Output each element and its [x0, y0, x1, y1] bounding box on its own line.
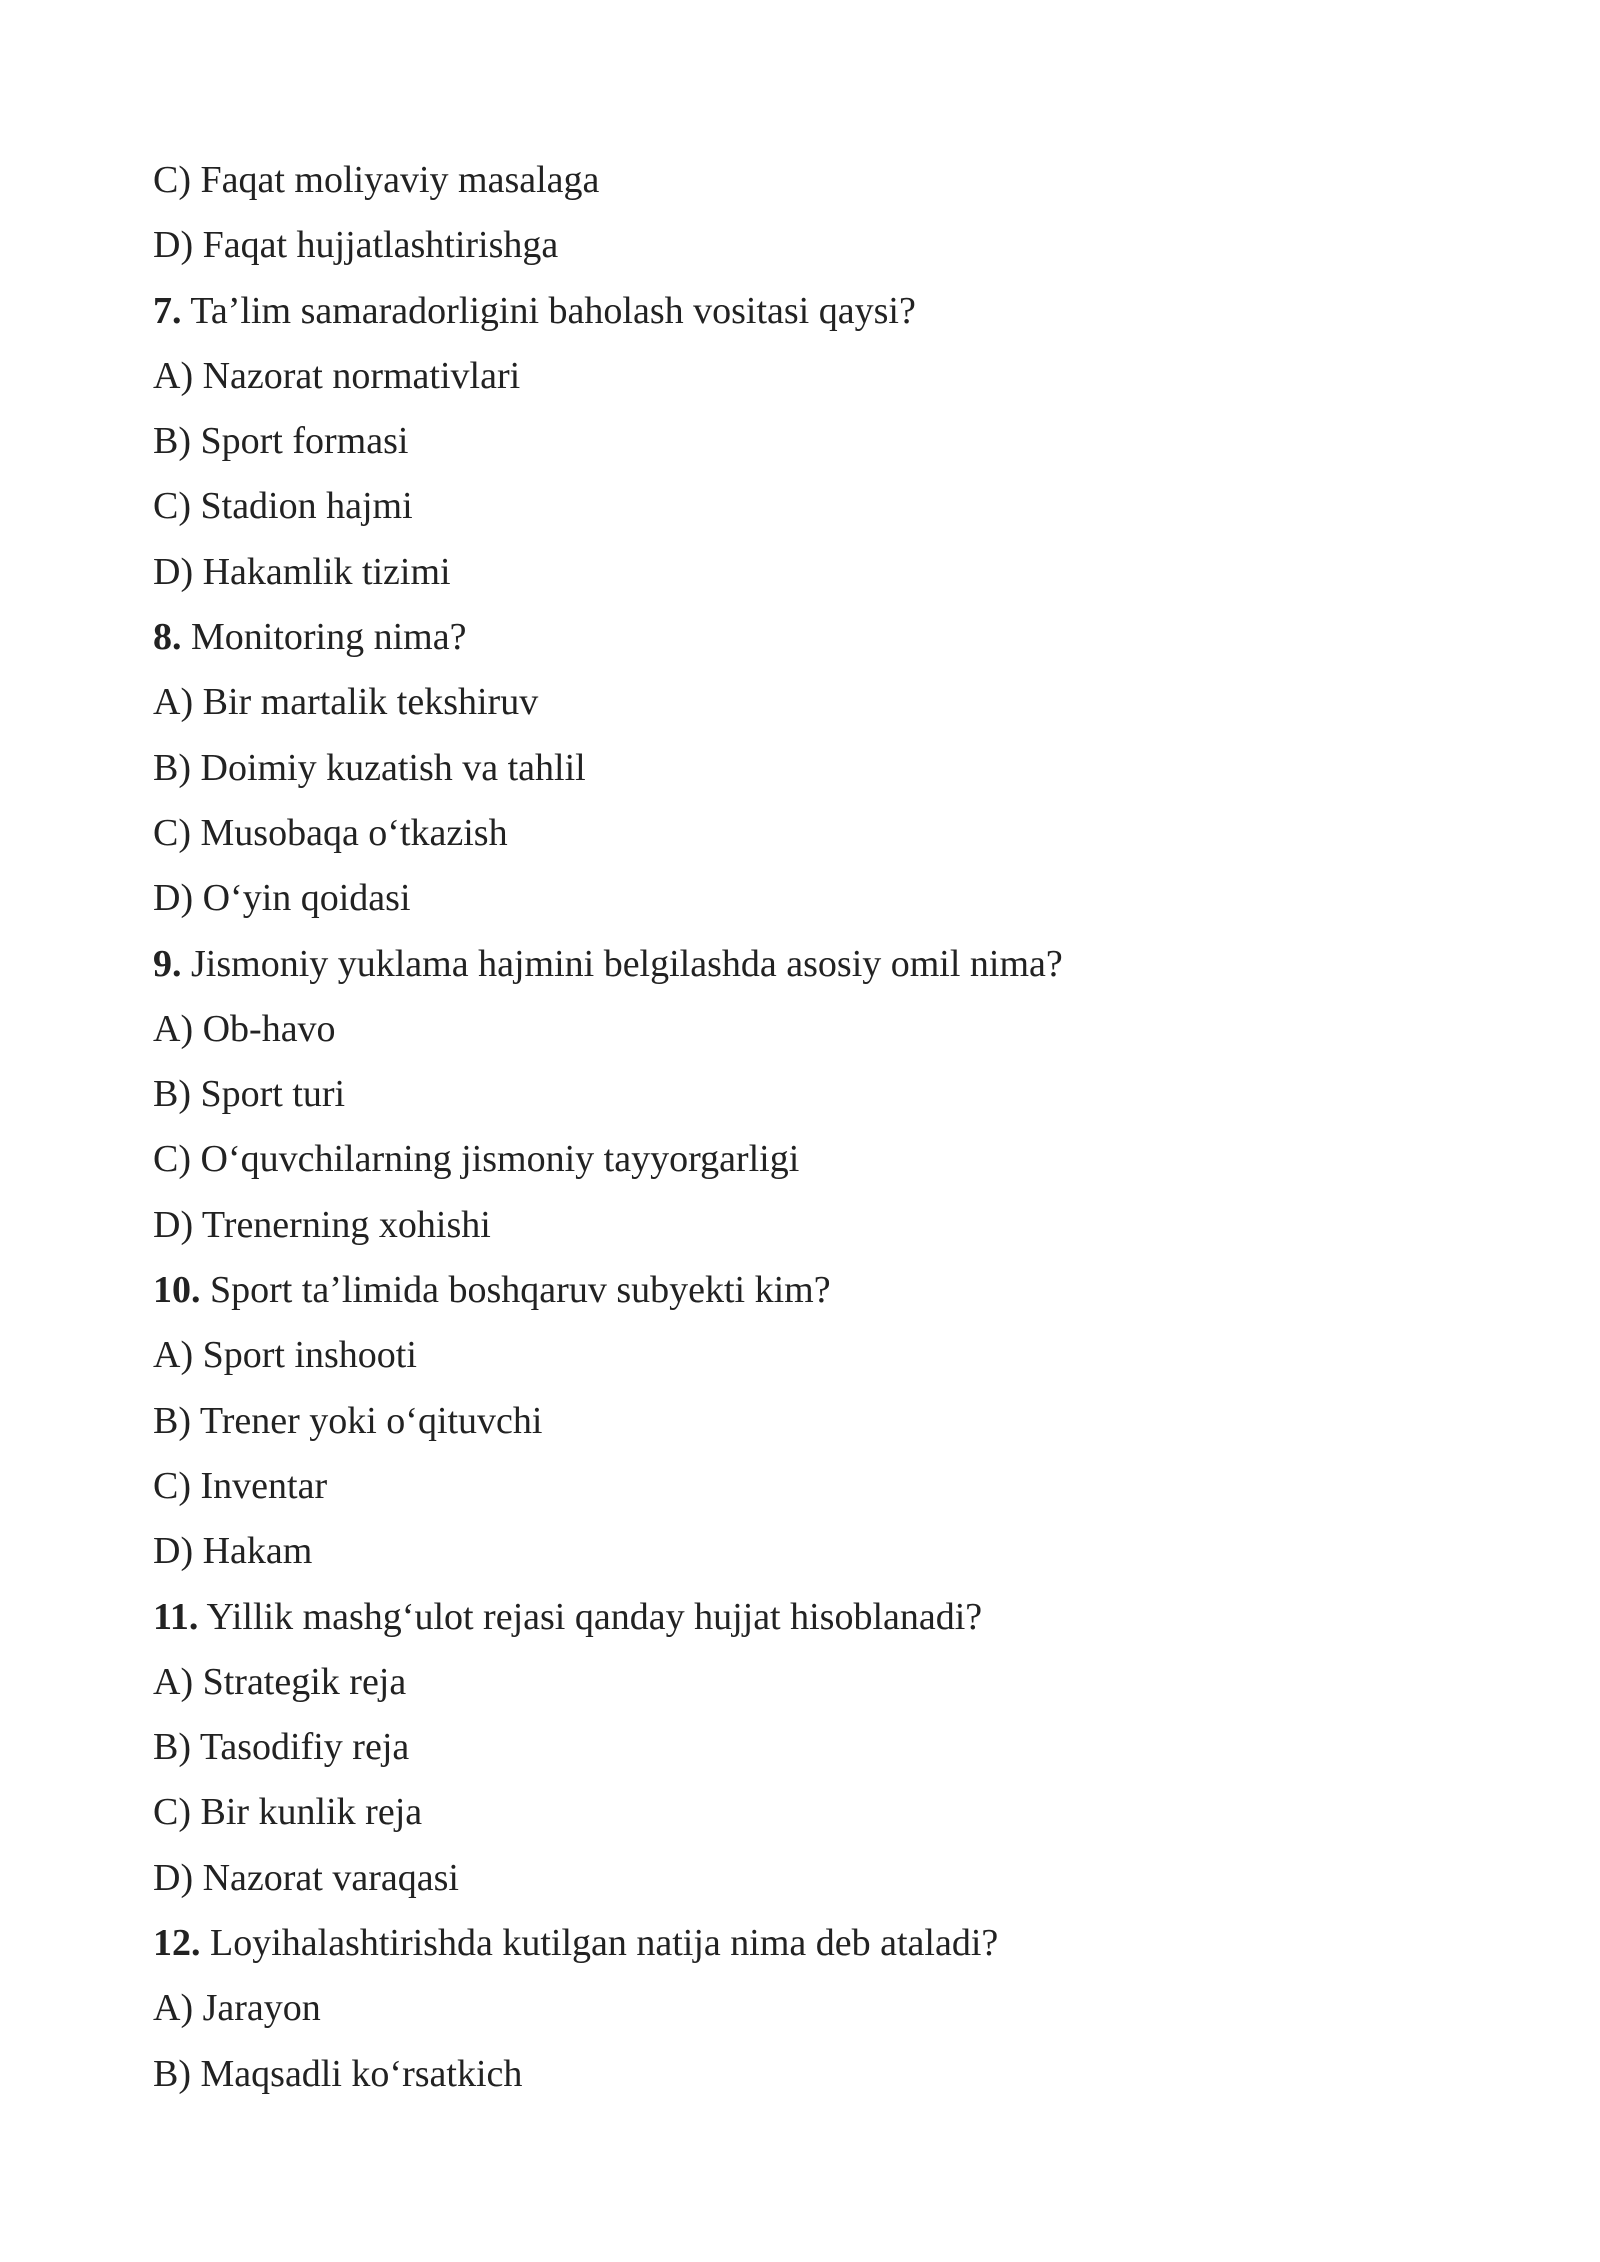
question-line: [153, 1585, 1453, 1650]
answer-option-text: D) Hakamlik tizimi: [153, 550, 451, 593]
answer-option: [153, 1389, 1453, 1454]
question-text: Jismoniy yuklama hajmini belgilashda asosiy omil nima?: [181, 942, 1063, 985]
question-text: Loyihalashtirishda kutilgan natija nima deb ataladi?: [200, 1922, 999, 1965]
answer-option: [153, 409, 1453, 474]
question-line: [153, 279, 1453, 344]
answer-option-text: D) Hakam: [153, 1530, 313, 1573]
question-line: [153, 1911, 1453, 1976]
answer-option: [153, 801, 1453, 866]
answer-option: [153, 1519, 1453, 1584]
question-text: Yillik mashg‘ulot rejasi qanday hujjat hisoblanadi?: [198, 1595, 983, 1638]
answer-option: [153, 1454, 1453, 1519]
answer-option-text: B) Maqsadli ko‘rsatkich: [153, 2052, 523, 2095]
answer-option: [153, 344, 1453, 409]
answer-option-text: B) Tasodifiy reja: [153, 1726, 410, 1769]
question-number: 12.: [153, 1922, 201, 1965]
quiz-content: [153, 148, 1453, 2107]
question-line: [153, 932, 1453, 997]
answer-option-text: A) Sport inshooti: [153, 1334, 417, 1377]
answer-option-text: A) Strategik reja: [153, 1660, 407, 1703]
answer-option: [153, 474, 1453, 539]
answer-option-text: A) Bir martalik tekshiruv: [153, 681, 539, 724]
answer-option: [153, 736, 1453, 801]
answer-option: [153, 1650, 1453, 1715]
answer-option: [153, 1780, 1453, 1845]
answer-option-text: D) Nazorat varaqasi: [153, 1856, 459, 1899]
answer-option-text: B) Trener yoki o‘qituvchi: [153, 1399, 543, 1442]
answer-option-text: A) Ob-havo: [153, 1007, 336, 1050]
question-number: 9.: [153, 942, 182, 985]
answer-option-text: C) O‘quvchilarning jismoniy tayyorgarligi: [153, 1138, 800, 1181]
answer-option-text: A) Nazorat normativlari: [153, 354, 521, 397]
answer-option-text: C) Bir kunlik reja: [153, 1791, 423, 1834]
question-text: Monitoring nima?: [181, 616, 467, 659]
answer-option-text: B) Doimiy kuzatish va tahlil: [153, 746, 586, 789]
question-line: [153, 605, 1453, 670]
answer-option-text: A) Jarayon: [153, 1987, 321, 2030]
answer-option-text: D) Faqat hujjatlashtirishga: [153, 224, 559, 267]
answer-option-text: D) Trenerning xohishi: [153, 1203, 491, 1246]
answer-option-text: B) Sport formasi: [153, 420, 409, 463]
answer-option: [153, 540, 1453, 605]
answer-option-text: C) Faqat moliyaviy masalaga: [153, 159, 600, 201]
answer-option: [153, 1062, 1453, 1127]
answer-option: [153, 1846, 1453, 1911]
answer-option-text: C) Stadion hajmi: [153, 485, 413, 528]
question-number: 11.: [153, 1595, 199, 1638]
answer-option-text: B) Sport turi: [153, 1073, 346, 1116]
answer-option-text: D) O‘yin qoidasi: [153, 877, 411, 920]
question-number: 8.: [153, 616, 182, 659]
question-line: [153, 1258, 1453, 1323]
answer-option: [153, 670, 1453, 735]
question-number: 10.: [153, 1269, 201, 1312]
answer-option: [153, 148, 1453, 213]
answer-option: [153, 997, 1453, 1062]
answer-option-text: C) Inventar: [153, 1464, 328, 1507]
answer-option: [153, 866, 1453, 931]
answer-option: [153, 1323, 1453, 1388]
question-text: Ta’lim samaradorligini baholash vositasi qaysi?: [181, 289, 916, 332]
question-text: Sport ta’limida boshqaruv subyekti kim?: [200, 1269, 831, 1312]
answer-option-text: C) Musobaqa o‘tkazish: [153, 811, 508, 854]
question-number: 7.: [153, 289, 182, 332]
answer-option: [153, 1976, 1453, 2041]
answer-option: [153, 1127, 1453, 1192]
answer-option: [153, 213, 1453, 278]
answer-option: [153, 1193, 1453, 1258]
answer-option: [153, 1715, 1453, 1780]
answer-option: [153, 2042, 1453, 2107]
